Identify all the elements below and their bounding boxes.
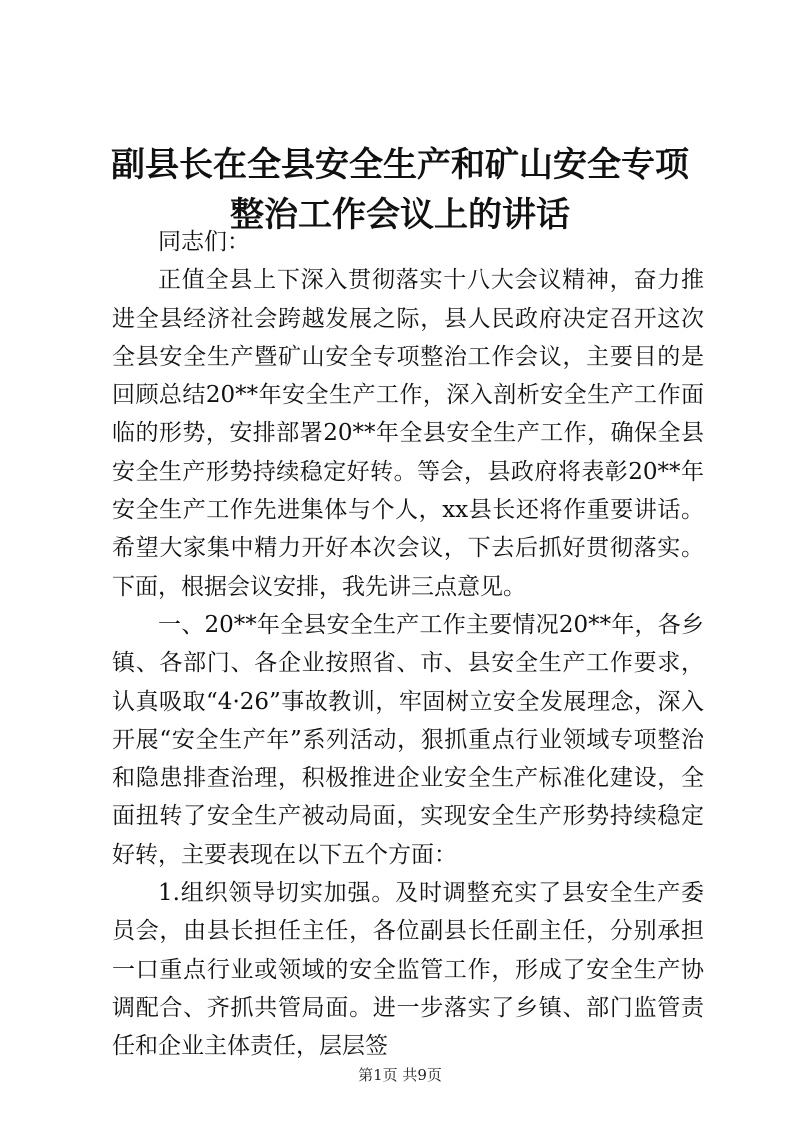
intro-paragraph: 正值全县上下深入贯彻落实十八大会议精神，奋力推进全县经济社会跨越发展之际，县人民政府决定召开这次全县安全生产暨矿山安全专项整治工作会议，主要目的是回顾总结20**年安全生产工作，深入剖析安全生产工作面临的形势，安排部署20**年全县安全生产工作，确保全县安全生产形势持续稳定好转。等会，县政府将表彰20**年安全生产工作先进集体与个人，xx县长还将作重要讲话。希望大家集中精力开好本次会议，下去后抓好贯彻落实。下面，根据会议安排，我先讲三点意见。 (112, 267, 704, 600)
salutation-paragraph: 同志们： (158, 229, 250, 255)
document-body (112, 223, 704, 1066)
document-title: 副县长在全县安全生产和矿山安全专项整治工作会议上的讲话 (111, 145, 689, 235)
point-one-paragraph: 1.组织领导切实加强。及时调整充实了县安全生产委员会，由县长担任主任，各位副县长任副主任，分别承担一口重点行业或领域的安全监管工作，形成了安全生产协调配合、齐抓共管局面。进一步落实了乡镇、部门监管责任和企业主体责任，层层签 (112, 880, 704, 1060)
section-one-paragraph: 一、20**年全县安全生产工作主要情况20**年，各乡镇、各部门、各企业按照省、市、县安全生产工作要求，认真吸取“4·26”事故教训，牢固树立安全发展理念，深入开展“安全生产年”系列活动，狠抓重点行业领域专项整治和隐患排查治理，积极推进企业安全生产标准化建设，全面扭转了安全生产被动局面，实现安全生产形势持续稳定好转，主要表现在以下五个方面： (112, 611, 704, 868)
page-footer: 第1页 共9页 (358, 1066, 442, 1084)
